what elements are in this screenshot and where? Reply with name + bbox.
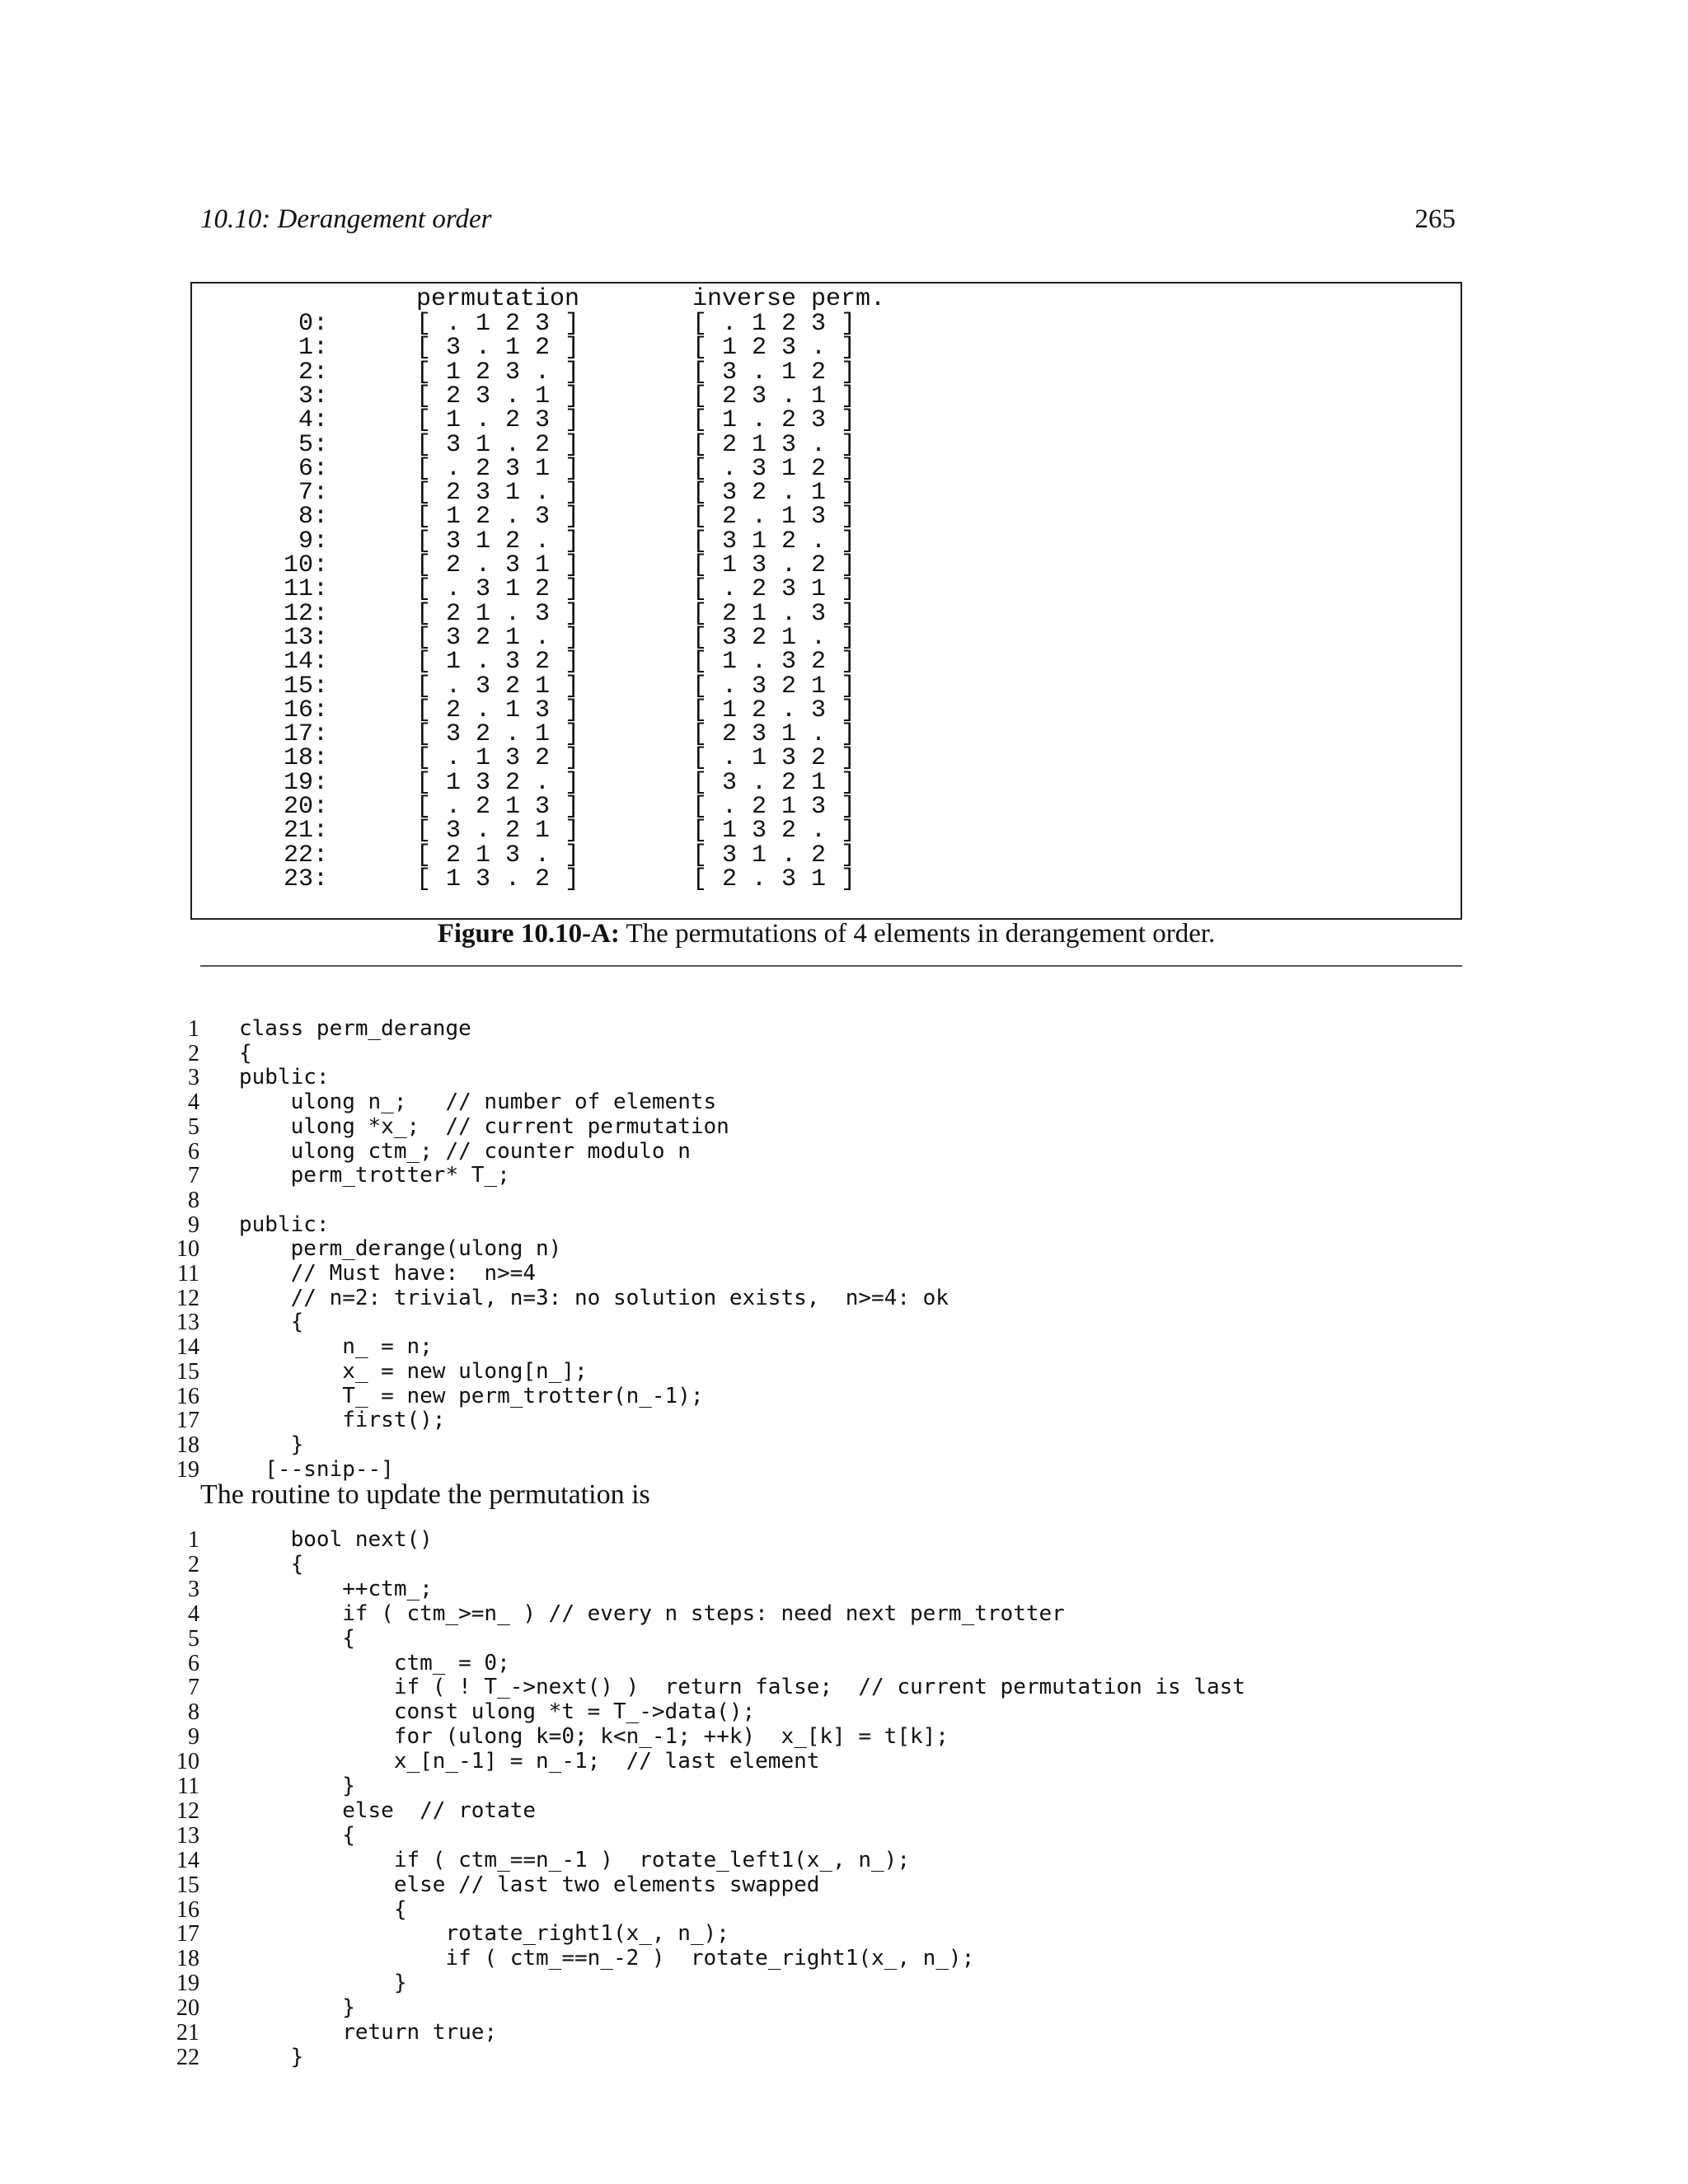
- line-number: 13: [176, 1822, 199, 1849]
- row-index: 11:: [283, 575, 328, 604]
- row-inverse-permutation: [ 1 . 3 2 ]: [692, 648, 856, 677]
- row-index: 21:: [283, 817, 328, 846]
- row-inverse-permutation: [ 3 2 . 1 ]: [692, 479, 856, 508]
- line-number: 3: [188, 1065, 199, 1091]
- line-number: 10: [176, 1236, 199, 1263]
- line-number: 17: [176, 1921, 199, 1947]
- line-number: 1: [188, 1016, 199, 1042]
- row-permutation: [ 1 3 . 2 ]: [416, 865, 580, 893]
- line-number: 11: [177, 1261, 199, 1286]
- code-text: ctm_ = 0;: [239, 1650, 510, 1675]
- row-permutation: [ 2 1 3 . ]: [416, 841, 580, 869]
- row-index: 19:: [283, 768, 328, 797]
- figure-column-headers: [192, 285, 886, 313]
- code-text: if ( ctm_==n_-1 ) rotate_left1(x_, n_);: [239, 1847, 910, 1872]
- row-permutation: [ 2 3 1 . ]: [416, 479, 580, 508]
- row-permutation: [ 1 3 2 . ]: [416, 768, 580, 797]
- line-number: 20: [176, 1995, 199, 2022]
- line-number: 18: [176, 1432, 199, 1458]
- row-index: 0:: [298, 310, 328, 338]
- code-text: const ulong *t = T_->data();: [239, 1699, 756, 1725]
- row-inverse-permutation: [ . 1 2 3 ]: [692, 310, 856, 338]
- row-inverse-permutation: [ 1 2 . 3 ]: [692, 696, 856, 724]
- row-index: 6:: [298, 454, 328, 483]
- line-number: 12: [176, 1797, 199, 1824]
- line-number: 21: [176, 2020, 199, 2046]
- row-permutation: [ . 2 1 3 ]: [416, 793, 580, 821]
- line-number: 2: [188, 1040, 199, 1066]
- line-number: 3: [188, 1576, 199, 1602]
- code-text: }: [239, 1995, 355, 2021]
- line-number: 11: [177, 1774, 199, 1799]
- line-number: 19: [176, 1971, 199, 1997]
- line-number: 9: [188, 1724, 199, 1750]
- row-permutation: [ 2 1 . 3 ]: [416, 599, 580, 628]
- code-text: first();: [239, 1408, 446, 1433]
- line-number: 16: [176, 1896, 199, 1923]
- code-text: x_[n_-1] = n_-1; // last element: [239, 1749, 820, 1774]
- code-text: [--snip--]: [239, 1456, 394, 1482]
- row-index: 12:: [283, 599, 328, 628]
- column-header-inverse: inverse perm.: [692, 285, 886, 313]
- code-text: {: [239, 1551, 304, 1577]
- line-number: 7: [188, 1675, 199, 1701]
- code-text: class perm_derange: [239, 1016, 471, 1041]
- row-permutation: [ 1 2 3 . ]: [416, 358, 580, 387]
- line-number: 4: [188, 1601, 199, 1627]
- row-inverse-permutation: [ 3 1 . 2 ]: [692, 841, 856, 869]
- row-permutation: [ 3 2 . 1 ]: [416, 720, 580, 749]
- line-number: 6: [188, 1138, 199, 1165]
- row-index: 3:: [298, 382, 328, 410]
- code-text: else // last two elements swapped: [239, 1872, 820, 1897]
- row-inverse-permutation: [ 2 3 . 1 ]: [692, 382, 856, 410]
- code-text: n_ = n;: [239, 1334, 433, 1360]
- row-inverse-permutation: [ 1 3 2 . ]: [692, 817, 856, 846]
- row-inverse-permutation: [ 1 . 2 3 ]: [692, 406, 856, 435]
- line-number: 9: [188, 1212, 199, 1238]
- row-index: 2:: [298, 358, 328, 387]
- row-permutation: [ . 2 3 1 ]: [416, 454, 580, 483]
- row-permutation: [ 2 3 . 1 ]: [416, 382, 580, 410]
- row-permutation: [ 1 2 . 3 ]: [416, 503, 580, 532]
- row-permutation: [ . 3 1 2 ]: [416, 575, 580, 604]
- row-inverse-permutation: [ 2 . 3 1 ]: [692, 865, 856, 893]
- row-inverse-permutation: [ 2 3 1 . ]: [692, 720, 856, 749]
- code-text: if ( ctm_>=n_ ) // every n steps: need next perm_trotter: [239, 1601, 1065, 1626]
- line-number: 14: [176, 1334, 199, 1361]
- code-text: x_ = new ulong[n_];: [239, 1358, 588, 1384]
- line-number: 12: [176, 1285, 199, 1311]
- line-number: 8: [188, 1187, 199, 1213]
- line-number: 15: [176, 1872, 199, 1898]
- line-number: 1: [188, 1527, 199, 1553]
- row-inverse-permutation: [ . 1 3 2 ]: [692, 744, 856, 773]
- code-text: }: [239, 2044, 304, 2069]
- line-number: 17: [176, 1408, 199, 1434]
- row-index: 5:: [298, 430, 328, 459]
- row-inverse-permutation: [ 2 . 1 3 ]: [692, 503, 856, 532]
- figure-caption-text: The permutations of 4 elements in derangement order.: [619, 919, 1216, 949]
- row-index: 20:: [283, 793, 328, 821]
- code-text: ulong n_; // number of elements: [239, 1090, 717, 1115]
- figure-separator-rule: [200, 965, 1462, 967]
- row-permutation: [ 1 . 3 2 ]: [416, 648, 580, 677]
- row-permutation: [ 3 2 1 . ]: [416, 623, 580, 652]
- row-inverse-permutation: [ . 3 2 1 ]: [692, 672, 856, 701]
- row-inverse-permutation: [ 3 . 2 1 ]: [692, 768, 856, 797]
- row-inverse-permutation: [ 2 1 3 . ]: [692, 430, 856, 459]
- figure-caption: [190, 919, 1462, 949]
- row-inverse-permutation: [ 2 1 . 3 ]: [692, 599, 856, 628]
- row-inverse-permutation: [ 3 2 1 . ]: [692, 623, 856, 652]
- code-text: perm_derange(ulong n): [239, 1236, 562, 1262]
- row-inverse-permutation: [ 3 1 2 . ]: [692, 527, 856, 555]
- line-number: 5: [188, 1625, 199, 1652]
- row-permutation: [ . 1 3 2 ]: [416, 744, 580, 773]
- row-index: 18:: [283, 744, 328, 773]
- line-number: 7: [188, 1163, 199, 1189]
- row-index: 13:: [283, 623, 328, 652]
- row-index: 23:: [283, 865, 328, 893]
- row-inverse-permutation: [ . 2 1 3 ]: [692, 793, 856, 821]
- code-text: {: [239, 1896, 407, 1922]
- code-text: public:: [239, 1065, 330, 1090]
- code-text: {: [239, 1310, 304, 1335]
- line-number: 10: [176, 1749, 199, 1775]
- code-text: rotate_right1(x_, n_);: [239, 1921, 729, 1947]
- row-inverse-permutation: [ 1 2 3 . ]: [692, 334, 856, 363]
- row-index: 17:: [283, 720, 328, 749]
- row-inverse-permutation: [ 3 . 1 2 ]: [692, 358, 856, 387]
- code-text: ulong *x_; // current permutation: [239, 1113, 729, 1139]
- row-index: 15:: [283, 672, 328, 701]
- code-text: return true;: [239, 2020, 498, 2045]
- code-text: if ( ctm_==n_-2 ) rotate_right1(x_, n_);: [239, 1946, 975, 1971]
- code-text: if ( ! T_->next() ) return false; // current permutation is last: [239, 1675, 1245, 1700]
- code-text: ++ctm_;: [239, 1576, 433, 1601]
- code-text: {: [239, 1625, 355, 1651]
- row-permutation: [ 3 1 2 . ]: [416, 527, 580, 555]
- line-number: 4: [188, 1090, 199, 1116]
- row-inverse-permutation: [ . 2 3 1 ]: [692, 575, 856, 604]
- page-number: 265: [1414, 204, 1456, 234]
- line-number: 8: [188, 1699, 199, 1726]
- row-index: 7:: [298, 479, 328, 508]
- line-number: 16: [176, 1383, 199, 1409]
- row-index: 8:: [298, 503, 328, 532]
- row-permutation: [ 2 . 3 1 ]: [416, 551, 580, 579]
- code-text: else // rotate: [239, 1797, 537, 1823]
- code-text: // Must have: n>=4: [239, 1261, 537, 1286]
- code-text: ulong ctm_; // counter modulo n: [239, 1138, 691, 1164]
- line-number: 2: [188, 1551, 199, 1577]
- row-permutation: [ 3 . 1 2 ]: [416, 334, 580, 363]
- figure-table-box: [190, 282, 1462, 920]
- row-inverse-permutation: [ . 3 1 2 ]: [692, 454, 856, 483]
- line-number: 5: [188, 1113, 199, 1140]
- row-permutation: [ 1 . 2 3 ]: [416, 406, 580, 435]
- code-text: perm_trotter* T_;: [239, 1163, 510, 1188]
- code-text: }: [239, 1432, 304, 1457]
- code-text: bool next(): [239, 1527, 433, 1552]
- row-index: 9:: [298, 527, 328, 555]
- row-index: 16:: [283, 696, 328, 724]
- line-number: 19: [176, 1456, 199, 1483]
- body-paragraph: The routine to update the permutation is: [200, 1479, 650, 1510]
- line-number: 15: [176, 1358, 199, 1385]
- row-index: 14:: [283, 648, 328, 677]
- row-permutation: [ . 3 2 1 ]: [416, 672, 580, 701]
- line-number: 13: [176, 1310, 199, 1336]
- line-number: 14: [176, 1847, 199, 1873]
- column-header-permutation: permutation: [416, 285, 580, 313]
- code-text: }: [239, 1774, 355, 1798]
- row-index: 22:: [283, 841, 328, 869]
- line-number: 6: [188, 1650, 199, 1676]
- code-text: public:: [239, 1212, 330, 1237]
- row-index: 1:: [298, 334, 328, 363]
- code-text: {: [239, 1040, 252, 1066]
- line-number: 18: [176, 1946, 199, 1972]
- row-permutation: [ 3 . 2 1 ]: [416, 817, 580, 846]
- code-text: for (ulong k=0; k<n_-1; ++k) x_[k] = t[k];: [239, 1724, 949, 1750]
- row-index: 4:: [298, 406, 328, 435]
- row-permutation: [ . 1 2 3 ]: [416, 310, 580, 338]
- code-text: {: [239, 1822, 355, 1848]
- row-permutation: [ 3 1 . 2 ]: [416, 430, 580, 459]
- code-text: }: [239, 1971, 407, 1996]
- row-inverse-permutation: [ 1 3 . 2 ]: [692, 551, 856, 579]
- figure-caption-label: Figure 10.10-A:: [437, 919, 620, 949]
- code-text: // n=2: trivial, n=3: no solution exists, n>=4: ok: [239, 1285, 949, 1310]
- row-permutation: [ 2 . 1 3 ]: [416, 696, 580, 724]
- running-header-title: 10.10: Derangement order: [200, 204, 492, 234]
- line-number: 22: [176, 2044, 199, 2070]
- row-index: 10:: [283, 551, 328, 579]
- code-text: T_ = new perm_trotter(n_-1);: [239, 1383, 704, 1408]
